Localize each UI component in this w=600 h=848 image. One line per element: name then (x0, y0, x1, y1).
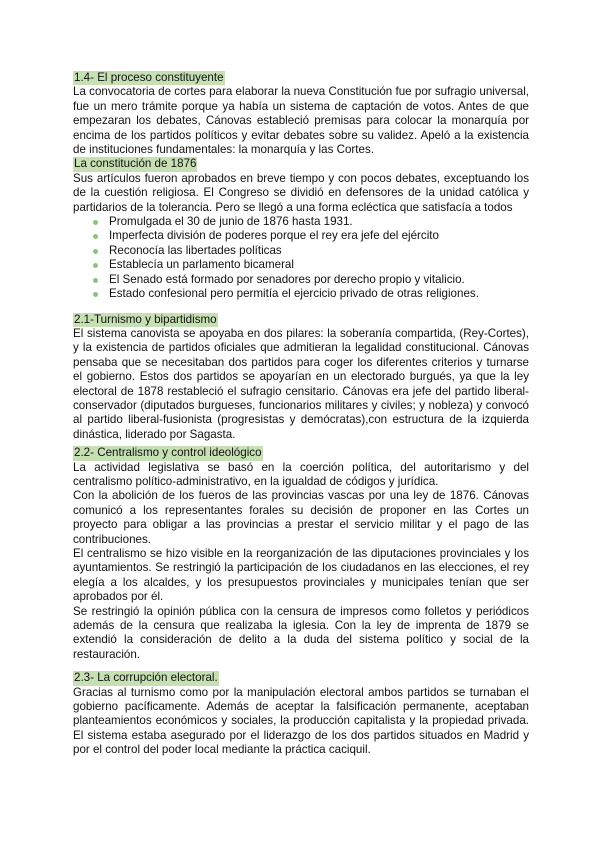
section-heading: 2.1-Turnismo y bipartidismo (74, 312, 217, 326)
bullet-icon (93, 292, 98, 297)
subsection-heading: La constitución de 1876 (74, 157, 197, 171)
spacer (73, 302, 529, 313)
section-heading: 1.4- El proceso constituyente (74, 71, 224, 84)
list-item-text: Promulgada el 30 de junio de 1876 hasta 1931. (109, 215, 353, 229)
spacer (73, 662, 529, 671)
list-item-text: El Senado está formado por senadores por derecho propio y vitalicio. (109, 272, 465, 286)
list-item (93, 229, 529, 243)
paragraph: La actividad legislativa se basó en la coerción política, del autoritarismo y del centralismo político-administrativo, en la igualdad de códigos y jurídica. (73, 460, 529, 488)
paragraph: Con la abolición de los fueros de las provincias vascas por una ley de 1876. Cánovas comunicó a los representantes forales su decisión de proponer en las Cortes un proyecto para obligar a las provincias a prestar el servicio militar y el pago de las contribuciones. (73, 489, 529, 546)
section-heading: 2.3- La corrupción electoral. (74, 671, 218, 685)
list-item-text: Estado confesional pero permitía el ejercicio privado de otras religiones. (109, 287, 479, 301)
list-item (93, 215, 529, 229)
document-body (73, 71, 529, 758)
section-heading: 2.2- Centralismo y control ideológico (74, 446, 262, 460)
paragraph: Gracias al turnismo como por la manipulación electoral ambos partidos se turnaban el gobierno pacíficamente. Además de aceptar la falsificación permanente, aceptaban planteamientos económicos y sociales, la producción capitalista y la propiedad privada. El sistema estaba asegurado por el liderazgo de los dos partidos situados en Madrid y por el control del poder local mediante la práctica caciquil. (73, 685, 529, 757)
bullet-list (73, 215, 529, 301)
paragraph: El sistema canovista se apoyaba en dos pilares: la soberanía compartida, (Rey-Cortes), y la existencia de partidos oficiales que admitieran la legalidad constitucional. Cánovas pensaba que se necesitaban dos partidos para coger los diferentes criterios y turnarse el gobierno. Estos dos partidos se apoyarían en un electorado burgués, ya que la ley electoral de 1878 restableció el sufragio censitario. Cánovas era jefe del partido liberal-conservador (diputados burgueses, funcionarios militares y civiles; y nobleza) y convocó al partido liberal-fusionista (progresistas y demócratas),con estructura de la izquierda dinástica, liderado por Sagasta. (73, 326, 529, 441)
paragraph: La convocatoria de cortes para elaborar la nueva Constitución fue por sufragio universal, fue un mero trámite porque ya había un sistema de captación de votos. Antes de que empezaran los debates, Cánovas estableció premisas para colocar la monarquía por encima de los partidos políticos y evitar debates sobre su validez. Apeló a la existencia de instituciones fundamentales: la monarquía y las Cortes. (73, 85, 529, 157)
section-proceso-constituyente (73, 71, 529, 302)
bullet-icon (93, 278, 98, 283)
bullet-icon (93, 263, 98, 268)
bullet-icon (93, 234, 98, 239)
list-item-text: Reconocía las libertades políticas (109, 243, 282, 257)
list-item (93, 258, 529, 272)
bullet-icon (93, 249, 98, 254)
paragraph: Se restringió la opinión pública con la censura de impresos como folletos y periódicos además de la censura que realizaba la iglesia. Con la ley de imprenta de 1879 se extendió la consideración de delito a la duda del sistema político y social de la restauración. (73, 604, 529, 661)
section-centralismo (73, 446, 529, 662)
paragraph: El centralismo se hizo visible en la reorganización de las diputaciones provinciales y los ayuntamientos. Se restringió la participación de los ciudadanos en las elecciones, el rey elegía a los alcaldes, y los presupuestos provinciales y municipales tenían que ser aprobados por él. (73, 547, 529, 604)
list-item-text: Establecía un parlamento bicameral (109, 258, 294, 272)
list-item-text: Imperfecta división de poderes porque el rey era jefe del ejército (109, 229, 439, 243)
section-corrupcion (73, 671, 529, 757)
list-item (93, 273, 529, 287)
paragraph: Sus artículos fueron aprobados en breve tiempo y con pocos debates, exceptuando los de la cuestión religiosa. El Congreso se dividió en defensores de la unidad católica y partidarios de la tolerancia. Pero se llegó a una forma ecléctica que satisfacía a todos (73, 171, 529, 214)
list-item (93, 244, 529, 258)
list-item (93, 287, 529, 301)
section-turnismo (73, 313, 529, 443)
bullet-icon (93, 220, 98, 225)
